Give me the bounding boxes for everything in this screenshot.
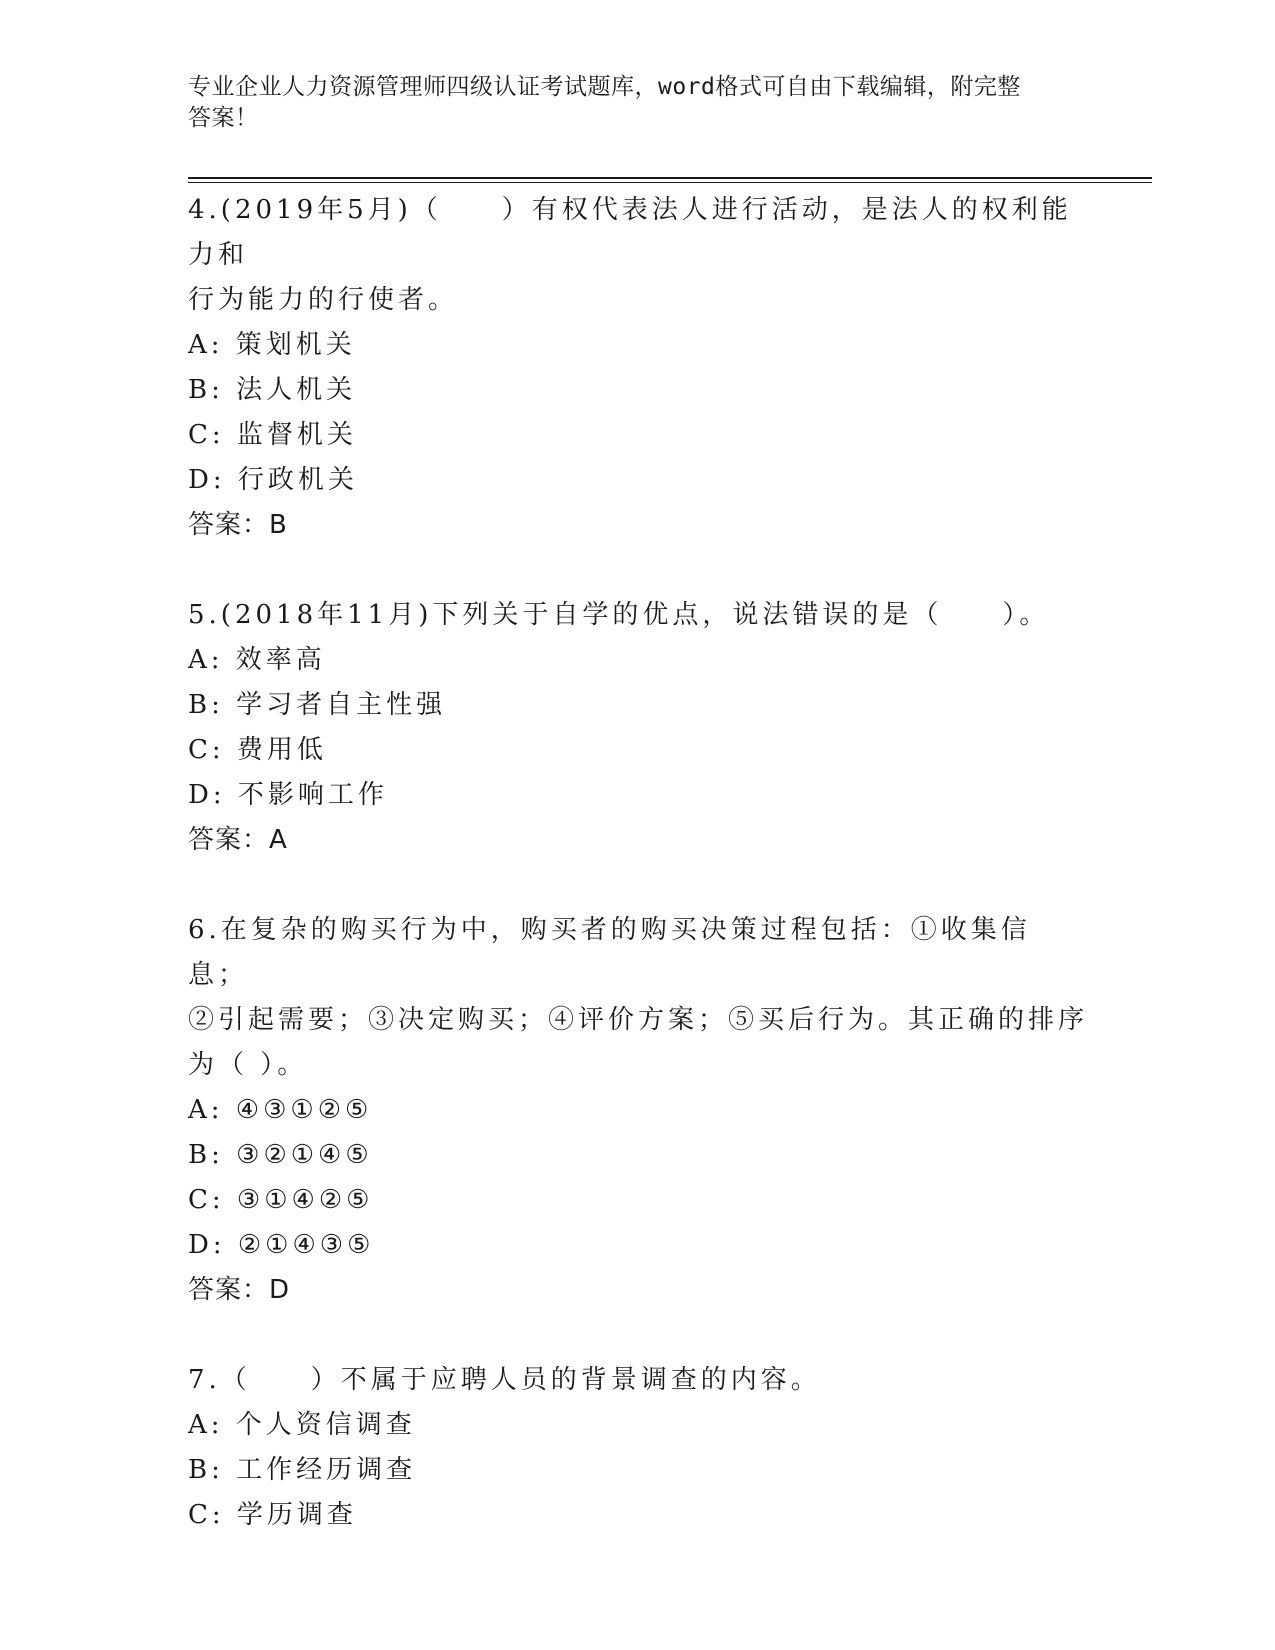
question-4 [188, 188, 1088, 548]
question-stem-line: 4.(2019年5月)（ ）有权代表法人进行活动，是法人的权利能力和 [188, 195, 1072, 270]
question-7 [188, 1358, 1088, 1538]
header-line-2: 答案！ [188, 105, 259, 131]
option-d: D: ②①④③⑤ [188, 1230, 375, 1260]
question-stem-line: 为（ ）。 [188, 1050, 308, 1080]
option-b: B: 学习者自主性强 [188, 690, 447, 720]
question-6 [188, 908, 1088, 1313]
option-a: A: 效率高 [188, 645, 326, 675]
answer-label: 答案：A [188, 825, 288, 855]
option-c: C: 费用低 [188, 735, 327, 765]
header-divider-thin [188, 182, 1152, 183]
question-stem-line: ②引起需要；③决定购买；④评价方案；⑤买后行为。其正确的排序 [188, 1005, 1089, 1035]
answer-label: 答案：B [188, 510, 288, 540]
option-b: B: 工作经历调查 [188, 1455, 417, 1485]
question-list [188, 188, 1088, 1538]
header-line-1: 专业企业人力资源管理师四级认证考试题库，word格式可自由下载编辑，附完整 [188, 74, 1021, 100]
option-a: A: ④③①②⑤ [188, 1095, 373, 1125]
question-stem-line: 行为能力的行使者。 [188, 285, 459, 315]
option-c: C: 监督机关 [188, 420, 357, 450]
answer-label: 答案：D [188, 1275, 291, 1305]
option-a: A: 个人资信调查 [188, 1410, 416, 1440]
option-d: D: 不影响工作 [188, 780, 388, 810]
header-divider-thick [188, 177, 1152, 179]
question-stem-line: 7.（ ）不属于应聘人员的背景调查的内容。 [188, 1365, 821, 1395]
option-a: A: 策划机关 [188, 330, 356, 360]
question-5 [188, 593, 1088, 863]
option-c: C: ③①④②⑤ [188, 1185, 374, 1215]
option-b: B: ③②①④⑤ [188, 1140, 373, 1170]
option-c: C: 学历调查 [188, 1500, 357, 1530]
option-b: B: 法人机关 [188, 375, 357, 405]
document-header [188, 72, 1068, 134]
question-stem-line: 6.在复杂的购买行为中，购买者的购买决策过程包括：①收集信息； [188, 915, 1031, 990]
question-stem-line: 5.(2018年11月)下列关于自学的优点，说法错误的是（ ）。 [188, 600, 1050, 630]
option-d: D: 行政机关 [188, 465, 358, 495]
